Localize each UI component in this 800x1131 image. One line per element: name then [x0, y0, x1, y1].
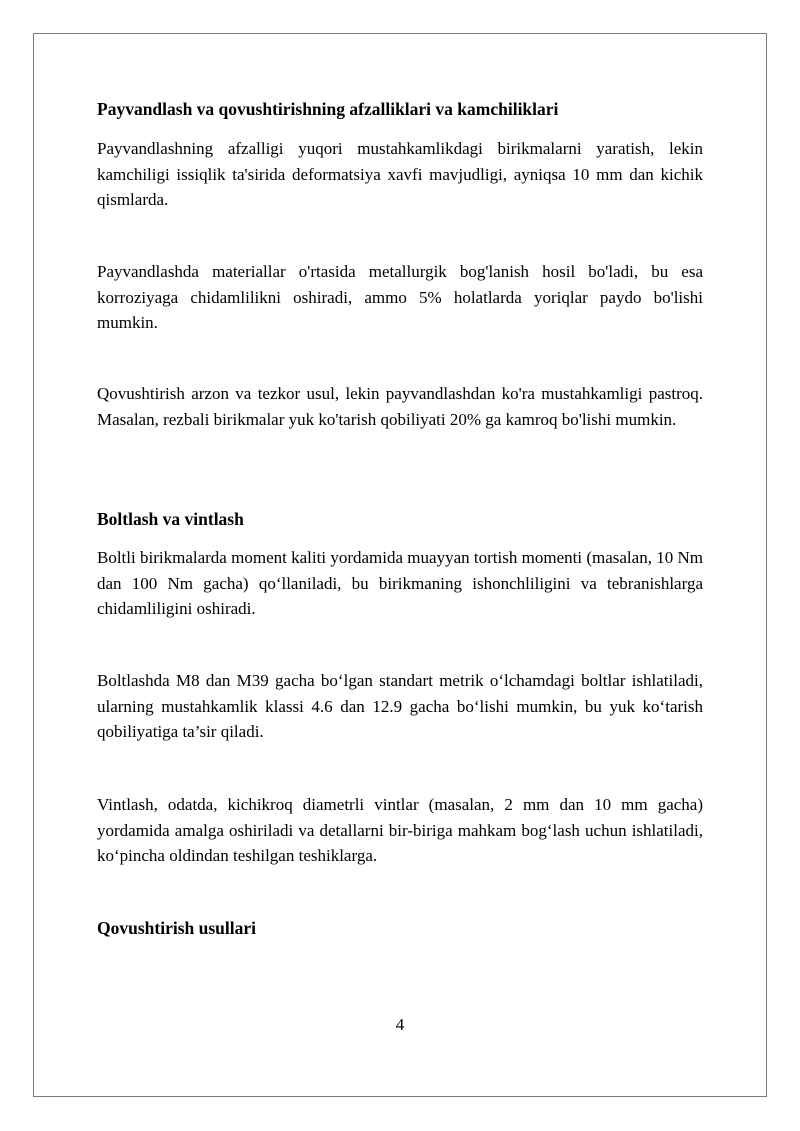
paragraph-bolt-sizes: Boltlashda M8 dan M39 gacha bo‘lgan standart metrik o‘lchamdagi boltlar ishlatiladi, ularning mustahkamlik klassi 4.6 dan 12.9 gacha bo‘lishi mumkin, bu yuk ko‘tarish qobiliyatiga ta’sir qiladi.: [97, 671, 703, 741]
paragraph-metallurgical-bond: Payvandlashda materiallar o'rtasida metallurgik bog'lanish hosil bo'ladi, bu esa korroziyaga chidamlilikni oshiradi, ammo 5% holatlarda yoriqlar paydo bo'lishi mumkin.: [97, 262, 703, 332]
paragraph-screwing: Vintlash, odatda, kichikroq diametrli vintlar (masalan, 2 mm dan 10 mm gacha) yordamida amalga oshiriladi va detallarni bir-biriga mahkam bog‘lash uchun ishlatiladi, ko‘pincha oldindan teshilgan teshiklarga.: [97, 795, 703, 865]
section-heading-joining-methods: Qovushtirish usullari: [97, 918, 257, 938]
paragraph-welding-advantage: Payvandlashning afzalligi yuqori mustahkamlikdagi birikmalarni yaratish, lekin kamchiligi issiqlik ta'sirida deformatsiya xavfi mavjudligi, ayniqsa 10 mm dan kichik qismlarda.: [97, 139, 703, 209]
section-heading-bolting: Boltlash va vintlash: [97, 509, 244, 529]
paragraph-joining-cost: Qovushtirish arzon va tezkor usul, lekin payvandlashdan ko'ra mustahkamligi pastroq. Masalan, rezbali birikmalar yuk ko'tarish qobiliyati 20% ga kamroq bo'lishi mumkin.: [97, 384, 703, 429]
paragraph-torque-wrench: Boltli birikmalarda moment kaliti yordamida muayyan tortish momenti (masalan, 10 Nm dan 100 Nm gacha) qo‘llaniladi, bu birikmaning ishonchliligini va tebranishlarga chidamliligini oshiradi.: [97, 548, 703, 618]
page-number: 4: [395, 1015, 405, 1034]
section-heading-advantages: Payvandlash va qovushtirishning afzalliklari va kamchiliklari: [97, 99, 559, 119]
